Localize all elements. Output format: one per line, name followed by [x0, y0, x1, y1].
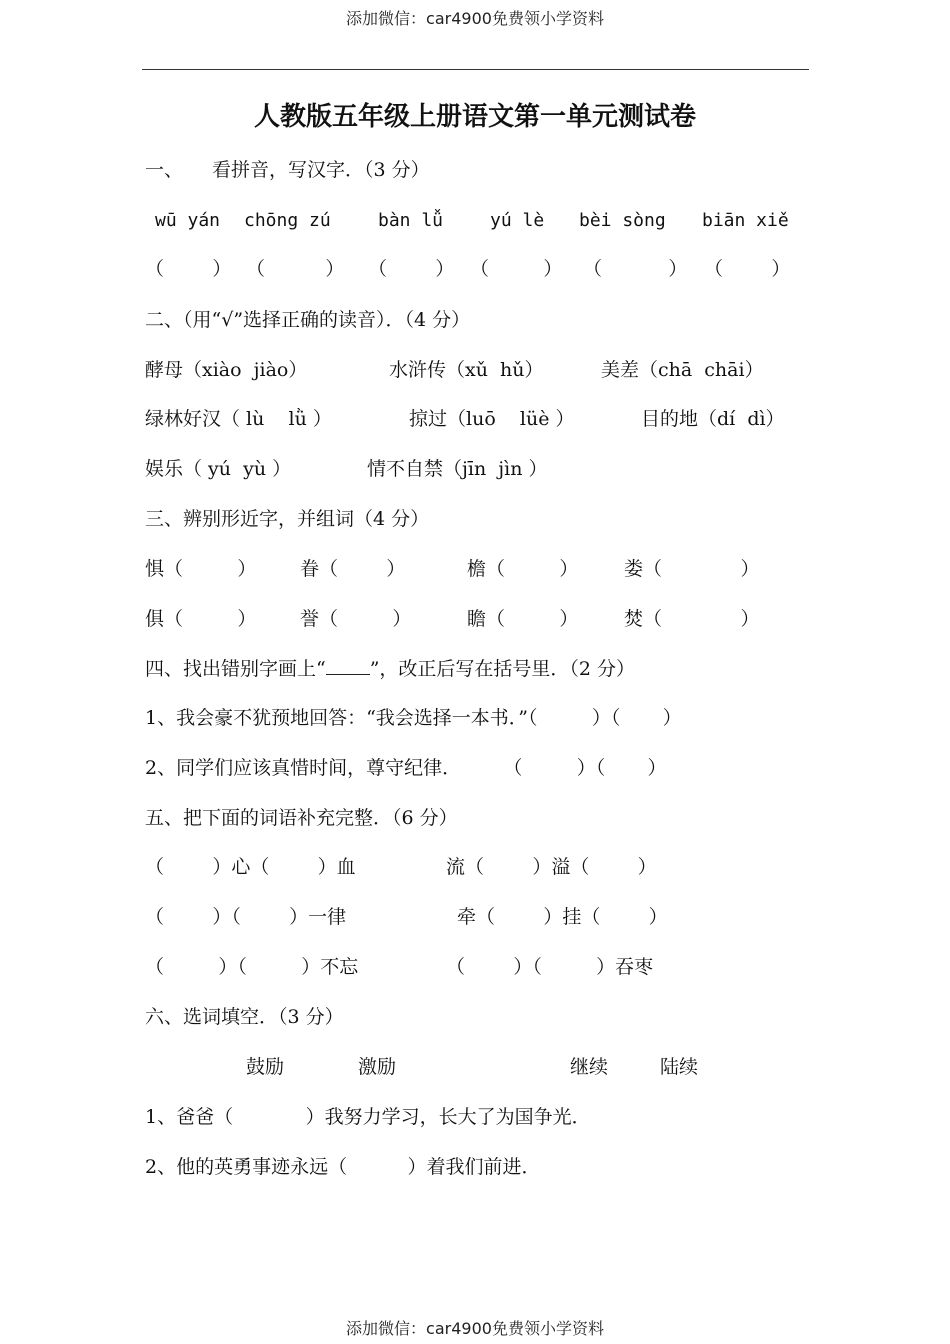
s2-item-2: 水浒传（xǔ hǔ）: [389, 359, 544, 381]
s5-item-3: （ ）（ ）一律: [145, 906, 347, 928]
s5-item-2: 流（ ）溢（ ）: [446, 856, 657, 878]
pinyin-1: wū yán: [155, 210, 221, 231]
answer-bracket-3[interactable]: （ ）: [368, 258, 455, 280]
s2-item-7: 娱乐（ yú yù ）: [145, 458, 292, 480]
s6-question-1: 1、爸爸（ ）我努力学习，长大了为国争光．: [145, 1106, 591, 1128]
s3-item-4: 娄（ ）: [624, 558, 760, 580]
section1-number: 一、: [145, 159, 184, 181]
answer-bracket-4[interactable]: （ ）: [470, 258, 563, 280]
watermark-top: 添加微信：car4900免费领小学资料: [346, 9, 604, 28]
pinyin-5: bèi sòng: [579, 210, 666, 231]
answer-bracket-6[interactable]: （ ）: [704, 258, 791, 280]
section2-heading: 二、（用“√”选择正确的读音）．（4 分）: [145, 309, 471, 331]
section1-heading: 看拼音，写汉字．（3 分）: [212, 159, 430, 181]
s4-question-2: 2、同学们应该真惜时间，尊守纪律． （ ）（ ）: [145, 757, 667, 779]
section6-heading: 六、选词填空．（3 分）: [145, 1006, 344, 1028]
s3-item-1: 惧（ ）: [145, 558, 257, 580]
word-option-3: 继续: [570, 1056, 609, 1078]
s5-item-5: （ ）（ ）不忘: [145, 956, 359, 978]
word-option-4: 陆续: [660, 1056, 699, 1078]
underline-blank: [326, 656, 370, 675]
pinyin-6: biān xiě: [702, 210, 789, 231]
s2-item-3: 美差（chā chāi）: [601, 359, 764, 381]
s3-item-7: 瞻（ ）: [467, 608, 579, 630]
s3-item-3: 檐（ ）: [467, 558, 579, 580]
answer-bracket-2[interactable]: （ ）: [246, 258, 345, 280]
s5-item-6: （ ）（ ）吞枣: [446, 956, 654, 978]
s2-item-1: 酵母（xiào jiào）: [145, 359, 308, 381]
pinyin-4: yú lè: [490, 210, 545, 231]
s3-item-2: 眷（ ）: [300, 558, 406, 580]
s3-item-6: 誉（ ）: [300, 608, 412, 630]
s4-question-1: 1、我会豪不犹预地回答：“我会选择一本书．”（ ）（ ）: [145, 707, 682, 729]
s3-item-8: 焚（ ）: [624, 608, 760, 630]
pinyin-2: chōng zú: [244, 210, 331, 231]
s2-item-6: 目的地（dí dì）: [641, 408, 785, 430]
word-option-1: 鼓励: [246, 1056, 285, 1078]
s2-item-5: 掠过（luō lüè ）: [409, 408, 575, 430]
s3-item-5: 俱（ ）: [145, 608, 257, 630]
header-divider: [142, 69, 809, 70]
section4-heading-post: ”，改正后写在括号里．（2 分）: [369, 658, 636, 680]
s2-item-8: 情不自禁（jīn jìn ）: [367, 458, 548, 480]
answer-bracket-1[interactable]: （ ）: [145, 258, 232, 280]
section3-heading: 三、辨别形近字，并组词（4 分）: [145, 508, 430, 530]
word-option-2: 激励: [358, 1056, 397, 1078]
pinyin-3: bàn lǚ: [378, 210, 444, 231]
watermark-bottom: 添加微信：car4900免费领小学资料: [346, 1319, 604, 1338]
section5-heading: 五、把下面的词语补充完整．（6 分）: [145, 807, 458, 829]
section4-heading-pre: 四、找出错别字画上“: [145, 658, 326, 680]
answer-bracket-5[interactable]: （ ）: [583, 258, 688, 280]
s6-question-2: 2、他的英勇事迹永远（ ）着我们前进．: [145, 1156, 541, 1178]
page-title: 人教版五年级上册语文第一单元测试卷: [253, 102, 696, 132]
s2-item-4: 绿林好汉（ lù lǜ ）: [145, 408, 332, 430]
s5-item-4: 牵（ ）挂（ ）: [457, 906, 668, 928]
s5-item-1: （ ）心（ ）血: [145, 856, 356, 878]
section4-heading: [145, 656, 635, 681]
